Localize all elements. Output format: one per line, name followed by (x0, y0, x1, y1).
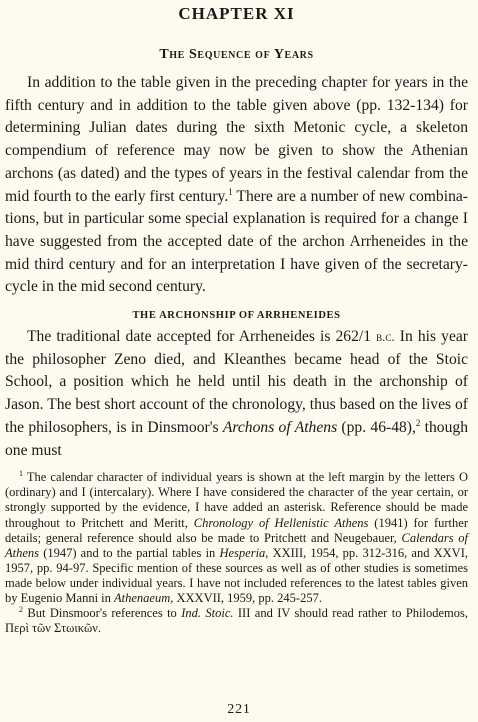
footnote-2-seg-3: . (97, 621, 101, 636)
footnote-ref-2[interactable]: 2 (415, 417, 421, 428)
footnote-1-title-athenaeum: Athenaeum (114, 591, 171, 605)
footnote-2-marker: 2 (19, 604, 23, 614)
era-abbreviation: b.c. (376, 329, 395, 345)
footnote-1-title-hesperia: Hesperia (219, 545, 266, 560)
paragraph-2-text-a: The traditional date accepted for Arrheneides is 262/1 (27, 328, 377, 346)
section-title: The Sequence of Years (159, 47, 314, 62)
footnote-1 (5, 470, 468, 606)
footnote-2 (5, 606, 468, 636)
footnotes (5, 470, 468, 636)
footnote-1-seg-3: (1947) and to the partial tables in (39, 545, 220, 560)
chapter-heading: CHAPTER XI (178, 4, 295, 23)
footnote-ref-1[interactable]: 1 (228, 186, 233, 197)
paragraph-1-text-a: In addition to the table given in the preceding chapter for years in the fifth century and in addition to the table given above (pp. 132-134) for determining Julian dates during the sixth Metonic cycle, a skeleton compendium of reference may now be given to show the Athenian archons (as dated) and the types of years in the festival calendar from the mid fourth to the early first century. (5, 74, 468, 205)
footnote-1-seg-4: , XXIII, 1954, pp. 312-316, and XXVI, 1957, pp. 94-97. Specific mention of these sources as well as of other studies is sometimes made below under individual years. I have not included references to the latest tables given by Eugenio Manni in (5, 545, 468, 605)
body-paragraph-1 (5, 72, 468, 299)
page-number: 221 (227, 702, 251, 717)
paragraph-2-text-d: though one must (5, 418, 468, 459)
footnote-1-seg-1: The calendar character of individual years is shown at the left margin by the letters O (ordinary) and I (intercalary). Where I have considered the character of the year certain, or strongly supported by the evidence, I have added an asterisk. Reference should be made throughout to Pritchett and Meritt, (5, 470, 468, 530)
body-paragraph-2 (5, 326, 468, 462)
subheading-archonship: THE ARCHONSHIP OF ARRHENEIDES (132, 310, 341, 322)
footnote-1-seg-5: , XXXVII, 1959, pp. 245-257. (170, 591, 322, 605)
footnote-1-title-calendars: Calendars of Athens (5, 530, 468, 560)
paragraph-2-text-b: In his year the philosopher Zeno died, and Kleanthes became head of the Stoic School, a position which he held until his death in the archonship of Jason. The best short account of the chronology, thus based on the lives of the philosophers, is in Dinsmoor's (5, 328, 468, 436)
footnote-2-greek-title: Περὶ τῶν Στωικῶν (5, 621, 98, 636)
paragraph-1-text-b: There are a number of new combinations, but in particular some special explanation is required for a change I have suggested from the accepted date of the archon Arrheneides in the mid third century and for an interpretation I have given of the secretary-cycle in the mid second century. (5, 187, 468, 296)
footnote-2-seg-2: III and IV should read rather to Philodemos, (233, 606, 468, 621)
paragraph-2-text-c: (pp. 46-48), (337, 418, 416, 436)
footnote-1-title-chronology: Chronology of Hellenistic Athens (193, 515, 369, 530)
footnote-2-title-ind-stoic: Ind. Stoic. (181, 606, 234, 621)
book-title-archons: Archons of Athens (222, 418, 338, 436)
footnote-1-seg-2: (1941) for further details; general reference should also be made to Pritchett and Neugebauer, (5, 515, 468, 545)
footnote-2-seg-1: But Dinsmoor's references to (23, 606, 182, 621)
footnote-1-marker: 1 (19, 469, 23, 479)
